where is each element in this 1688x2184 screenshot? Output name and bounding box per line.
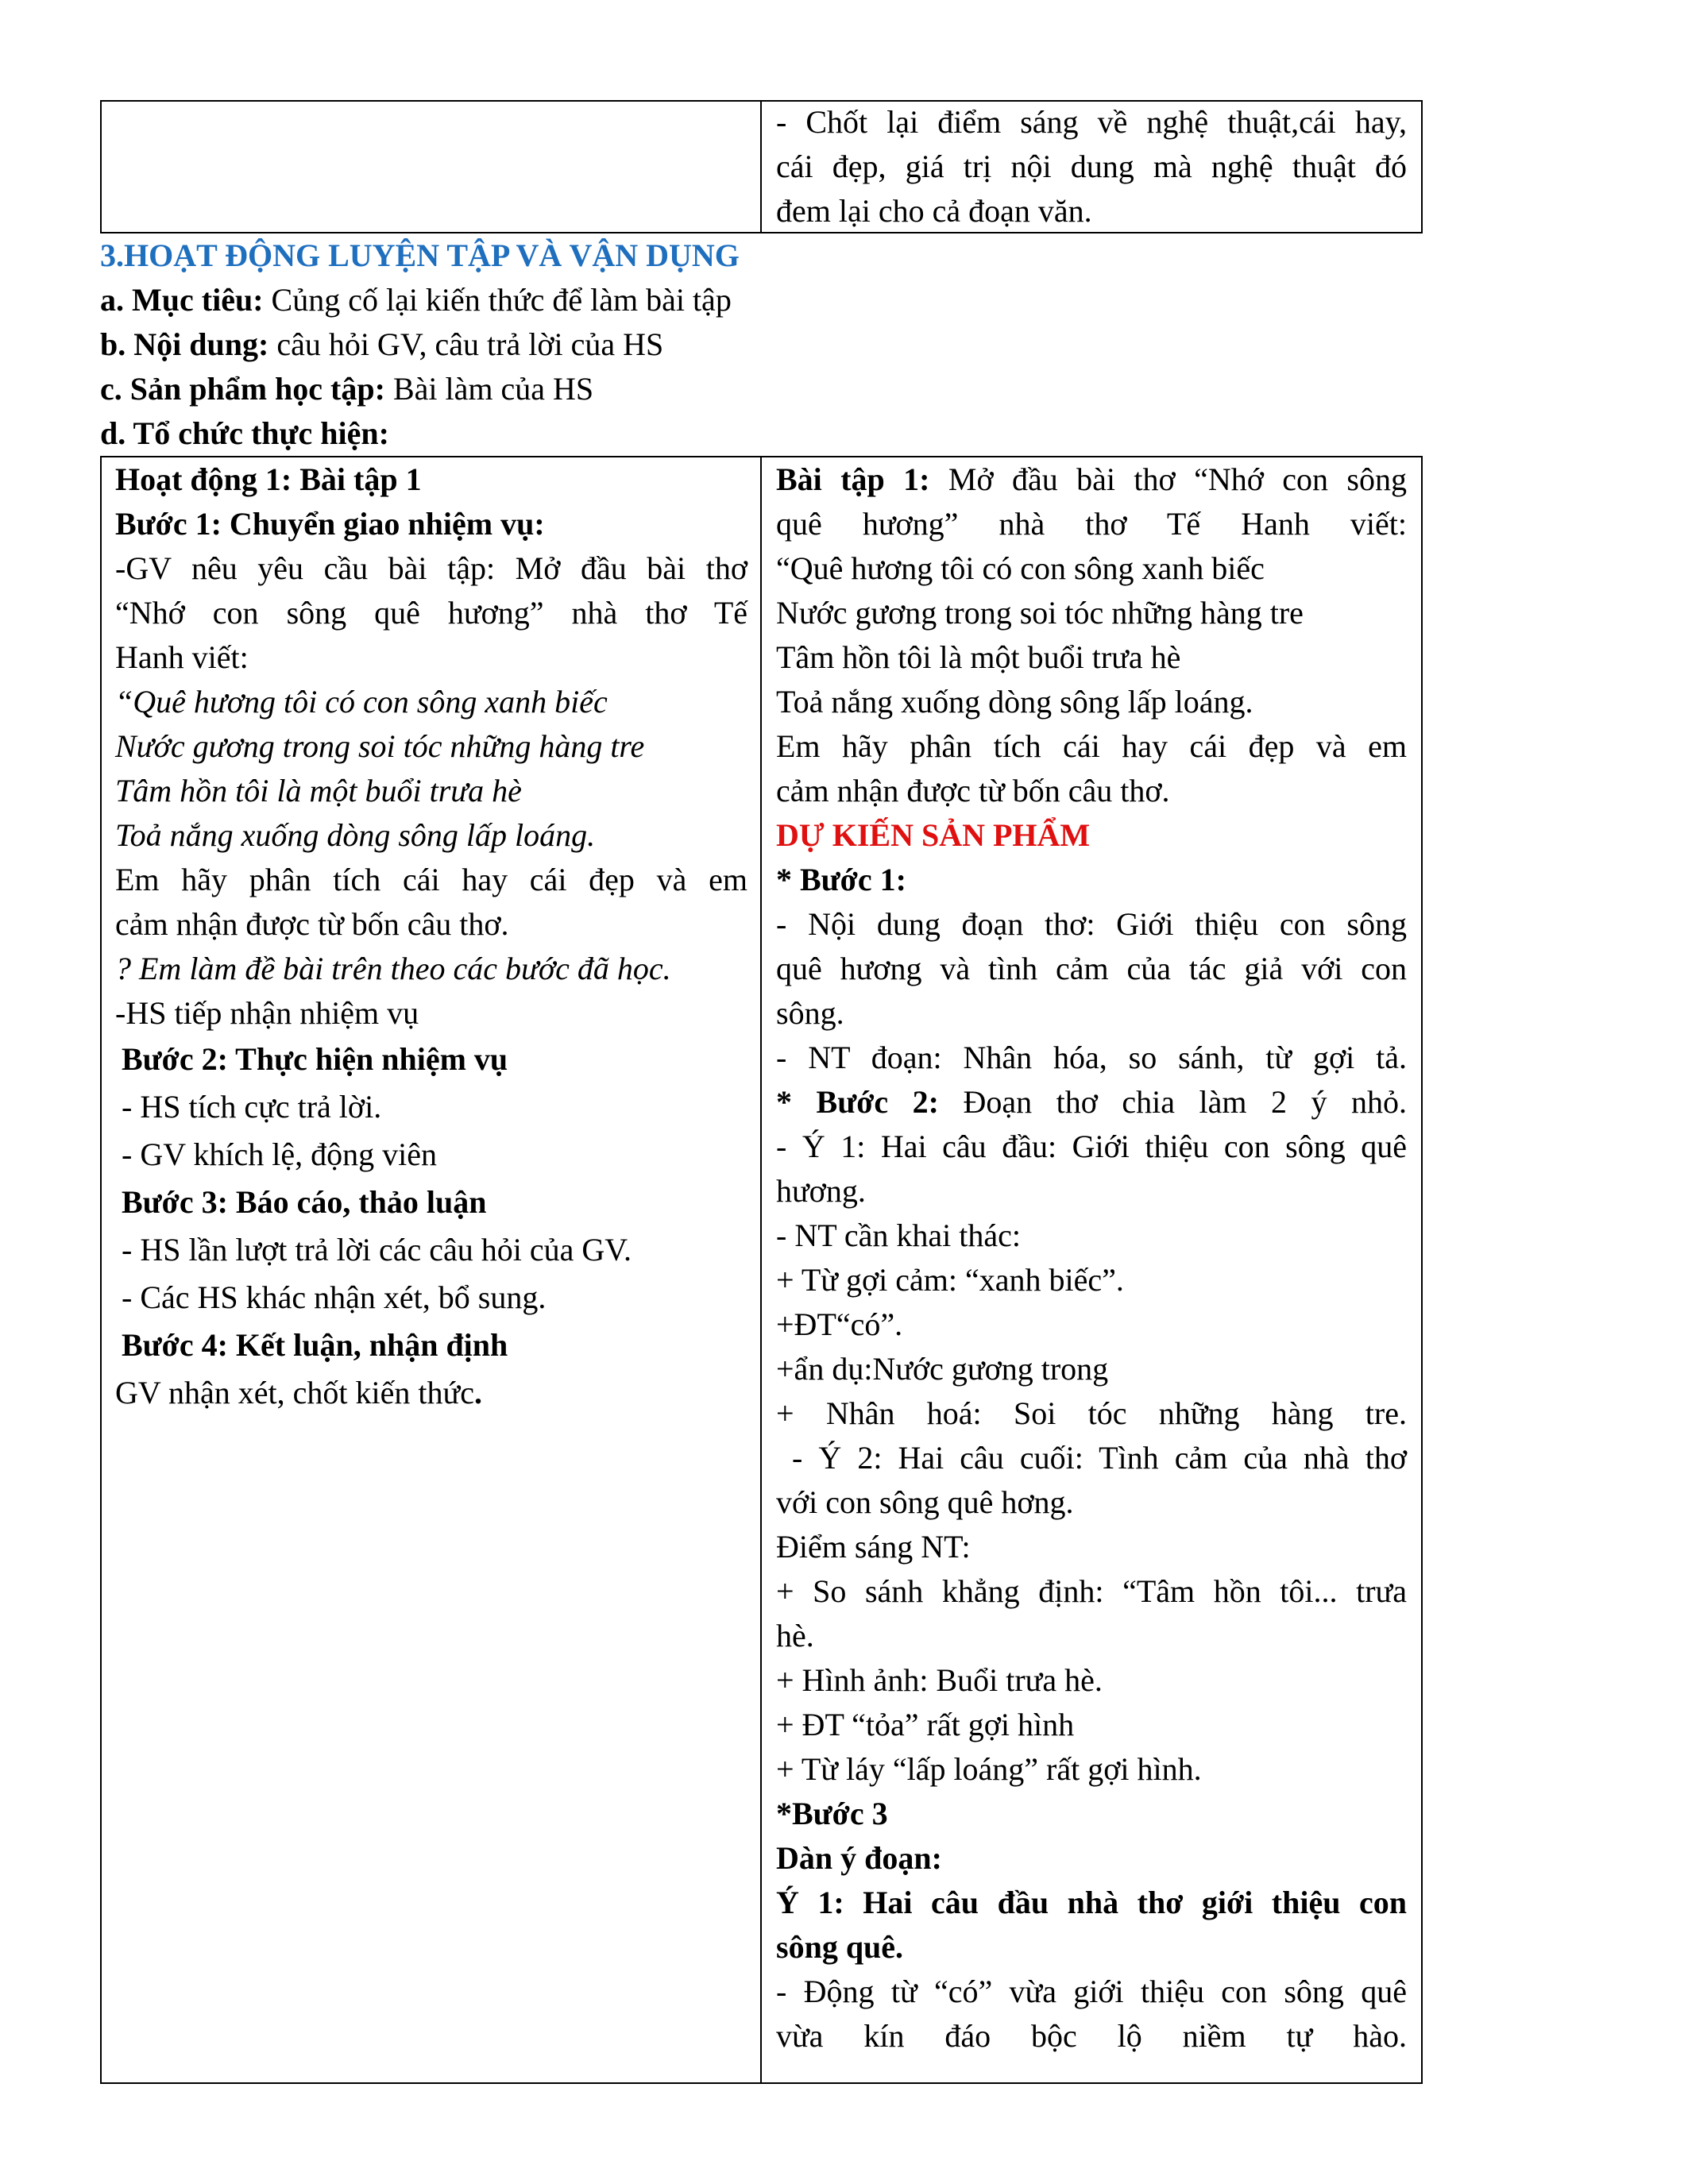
step2-heading: Bước 2: Thực hiện nhiệm vụ <box>122 1041 508 1077</box>
right-nt-3: +ẩn dụ:Nước gương trong <box>776 1351 1109 1387</box>
left-cell <box>115 457 747 1415</box>
organization-line: d. Tổ chức thực hiện: <box>100 415 389 451</box>
left-poem-2: Nước gương trong soi tóc những hàng tre <box>115 728 645 764</box>
right-y2-1: - Ý 2: Hai câu cuối: Tình cảm của nhà thơ <box>776 1440 1407 1476</box>
right-poem-1: “Quê hương tôi có con sông xanh biếc <box>776 550 1265 586</box>
right-poem-2: Nước gương trong soi tóc những hàng tre <box>776 595 1304 631</box>
right-ds-3: + Hình ảnh: Buổi trưa hè. <box>776 1662 1103 1698</box>
right-step2-line <box>776 1080 1407 1125</box>
left-poem-3: Tâm hồn tôi là một buổi trưa hè <box>115 773 522 808</box>
right-y1-2: hương. <box>776 1173 866 1209</box>
step3-item-1: - HS lần lượt trả lời các câu hỏi của GV. <box>122 1232 632 1268</box>
main-table-divider <box>760 456 762 2084</box>
objective-label: a. Mục tiêu: <box>100 282 264 318</box>
right-nt: - NT cần khai thác: <box>776 1217 1022 1253</box>
outline-heading: Dàn ý đoạn: <box>776 1840 942 1876</box>
right-bt-1-text: Mở đầu bài thơ “Nhớ con sông <box>929 461 1407 497</box>
right-y2-2: với con sông quê hơng. <box>776 1484 1074 1520</box>
right-ds-1: + So sánh khẳng định: “Tâm hồn tôi... trưa <box>776 1573 1407 1609</box>
left-req-2: “Nhớ con sông quê hương” nhà thơ Tế <box>115 595 747 631</box>
right-poem-3: Tâm hồn tôi là một buổi trưa hè <box>776 639 1181 675</box>
right-ds-5: + Từ láy “lấp loáng” rất gợi hình. <box>776 1751 1202 1787</box>
right-bt-1 <box>776 457 1407 502</box>
content-label: b. Nội dung: <box>100 326 269 362</box>
activity-title: Hoạt động 1: Bài tập 1 <box>115 461 422 497</box>
right-dt-2: vừa kín đáo bộc lộ niềm tự hào. <box>776 2018 1407 2054</box>
top-table-divider <box>760 100 762 233</box>
right-nt-4: + Nhân hoá: Soi tóc những hàng tre. <box>776 1395 1407 1431</box>
right-ask-1: Em hãy phân tích cái hay cái đẹp và em <box>776 728 1407 764</box>
right-nt-1: + Từ gợi cảm: “xanh biếc”. <box>776 1262 1124 1298</box>
product-label: c. Sản phẩm học tập: <box>100 371 385 407</box>
right-nt-2: +ĐT“có”. <box>776 1306 903 1342</box>
right-ds: Điểm sáng NT: <box>776 1529 971 1565</box>
right-poem-4: Toả nắng xuống dòng sông lấp loáng. <box>776 684 1253 720</box>
top-right-line-3: đem lại cho cả đoạn văn. <box>776 193 1092 229</box>
right-step3-heading: *Bước 3 <box>776 1796 888 1831</box>
right-step2-text: Đoạn thơ chia làm 2 ý nhỏ. <box>938 1084 1408 1120</box>
left-req-1: -GV nêu yêu cầu bài tập: Mở đầu bài thơ <box>115 550 747 586</box>
content-text: câu hỏi GV, câu trả lời của HS <box>268 326 664 362</box>
objective-text: Củng cố lại kiến thức để làm bài tập <box>263 282 732 318</box>
top-right-line-1: - Chốt lại điểm sáng về nghệ thuật,cái hay, <box>776 104 1407 140</box>
product-text: Bài làm của HS <box>384 371 594 407</box>
left-poem-4: Toả nắng xuống dòng sông lấp loáng. <box>115 817 596 853</box>
exercise-label: Bài tập 1: <box>776 461 930 497</box>
content-line <box>100 322 663 367</box>
step3-heading: Bước 3: Báo cáo, thảo luận <box>122 1184 487 1220</box>
left-receive: -HS tiếp nhận nhiệm vụ <box>115 995 419 1031</box>
left-poem-1: “Quê hương tôi có con sông xanh biếc <box>115 684 608 720</box>
left-ask-1: Em hãy phân tích cái hay cái đẹp và em <box>115 862 747 897</box>
step4-text-dot: . <box>473 1375 482 1410</box>
right-bt-2: quê hương” nhà thơ Tế Hanh viết: <box>776 506 1407 542</box>
right-b1-2: quê hương và tình cảm của tác giả với con <box>776 951 1407 986</box>
step4-text-body: GV nhận xét, chốt kiến thức <box>115 1375 474 1410</box>
step1-heading: Bước 1: Chuyển giao nhiệm vụ: <box>115 506 545 542</box>
right-b1-4: - NT đoạn: Nhân hóa, so sánh, từ gợi tả. <box>776 1040 1407 1075</box>
left-req-3: Hanh viết: <box>115 639 249 675</box>
product-line <box>100 367 593 411</box>
right-ds-4: + ĐT “tỏa” rất gợi hình <box>776 1707 1075 1742</box>
step2-item-1: - HS tích cực trả lời. <box>122 1089 382 1125</box>
right-y1b-1: Ý 1: Hai câu đầu nhà thơ giới thiệu con <box>776 1885 1407 1920</box>
step4-heading: Bước 4: Kết luận, nhận định <box>122 1327 508 1363</box>
right-y1-1: - Ý 1: Hai câu đầu: Giới thiệu con sông quê <box>776 1129 1407 1164</box>
left-question: ? Em làm đề bài trên theo các bước đã học. <box>115 951 671 986</box>
right-cell <box>776 457 1407 2059</box>
left-ask-2: cảm nhận được từ bốn câu thơ. <box>115 906 509 942</box>
objective-line <box>100 278 732 322</box>
right-ask-2: cảm nhận được từ bốn câu thơ. <box>776 773 1170 808</box>
top-right-line-2: cái đẹp, giá trị nội dung mà nghệ thuật đó <box>776 149 1407 184</box>
expected-product-heading: DỰ KIẾN SẢN PHẨM <box>776 817 1091 853</box>
right-ds-2: hè. <box>776 1618 814 1653</box>
right-b1-3: sông. <box>776 995 844 1031</box>
right-b1-1: - Nội dung đoạn thơ: Giới thiệu con sông <box>776 906 1407 942</box>
right-step2-label: * Bước 2: <box>776 1084 939 1120</box>
right-y1b-2: sông quê. <box>776 1929 904 1965</box>
right-dt-1: - Động từ “có” vừa giới thiệu con sông quê <box>776 1974 1407 2009</box>
step3-item-2: - Các HS khác nhận xét, bổ sung. <box>122 1279 547 1315</box>
top-table-right-cell <box>776 100 1407 233</box>
step4-text <box>115 1371 747 1415</box>
step2-item-2: - GV khích lệ, động viên <box>122 1136 437 1172</box>
right-step1-heading: * Bước 1: <box>776 862 906 897</box>
section-heading: 3.HOẠT ĐỘNG LUYỆN TẬP VÀ VẬN DỤNG <box>100 237 740 273</box>
